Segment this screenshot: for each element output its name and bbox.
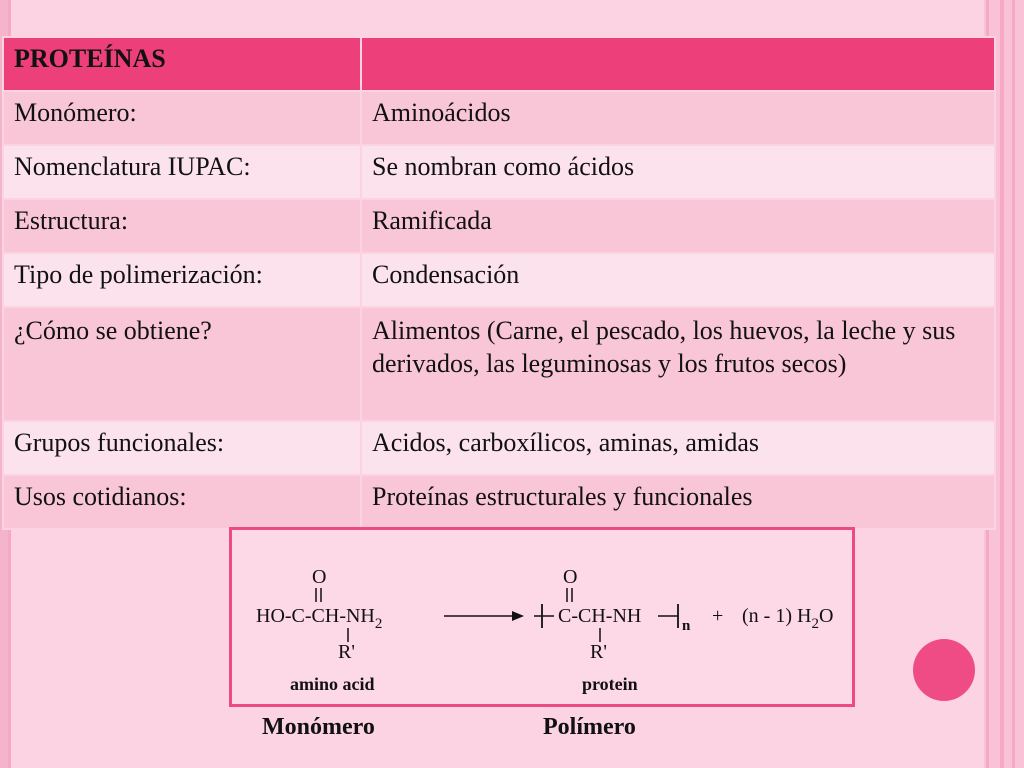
row-value: Se nombran como ácidos — [361, 145, 995, 199]
table-row — [3, 145, 995, 199]
table-header-row — [3, 37, 995, 91]
row-label: ¿Cómo se obtiene? — [3, 307, 361, 421]
reaction-arrow-icon — [512, 611, 524, 621]
product-r-group: R' — [590, 641, 607, 663]
table-row — [3, 307, 995, 421]
row-label: Nomenclatura IUPAC: — [3, 145, 361, 199]
row-value: Aminoácidos — [361, 91, 995, 145]
reactant-oxygen: O — [312, 566, 327, 588]
pink-circle-decoration — [913, 639, 975, 701]
product-subscript: n — [682, 618, 691, 634]
right-line-decoration-2 — [1000, 0, 1004, 768]
table-header-blank — [361, 37, 995, 91]
row-value: Ramificada — [361, 199, 995, 253]
monomer-caption: Monómero — [262, 714, 375, 740]
table-header-title: PROTEÍNAS — [3, 37, 361, 91]
table-row — [3, 91, 995, 145]
product-oxygen: O — [563, 566, 578, 588]
reactant-formula: $HO-C-CH-NH_2$ — [256, 605, 383, 632]
product-formula: C-CH-NH — [558, 605, 642, 627]
row-value: Condensación — [361, 253, 995, 307]
proteins-table — [2, 36, 996, 530]
row-value: Proteínas estructurales y funcionales — [361, 475, 995, 529]
row-label: Estructura: — [3, 199, 361, 253]
row-label: Monómero: — [3, 91, 361, 145]
row-label: Tipo de polimerización: — [3, 253, 361, 307]
row-value: Acidos, carboxílicos, aminas, amidas — [361, 421, 995, 475]
row-value: Alimentos (Carne, el pescado, los huevos, la leche y sus derivados, las leguminosas y los frutos secos) — [361, 307, 995, 421]
product-label: protein — [582, 674, 638, 694]
table-row — [3, 421, 995, 475]
table-row — [3, 475, 995, 529]
reactant-r-group: R' — [338, 641, 355, 663]
row-label: Usos cotidianos: — [3, 475, 361, 529]
right-line-decoration-3 — [1012, 0, 1015, 768]
row-label: Grupos funcionales: — [3, 421, 361, 475]
plus-sign: + — [712, 605, 724, 627]
table-row — [3, 253, 995, 307]
reactant-label: amino acid — [290, 674, 375, 694]
polymer-caption: Polímero — [543, 714, 636, 740]
table-row — [3, 199, 995, 253]
reaction-diagram — [229, 527, 855, 707]
water-term: (n - 1) $H_2O$ — [742, 605, 834, 632]
